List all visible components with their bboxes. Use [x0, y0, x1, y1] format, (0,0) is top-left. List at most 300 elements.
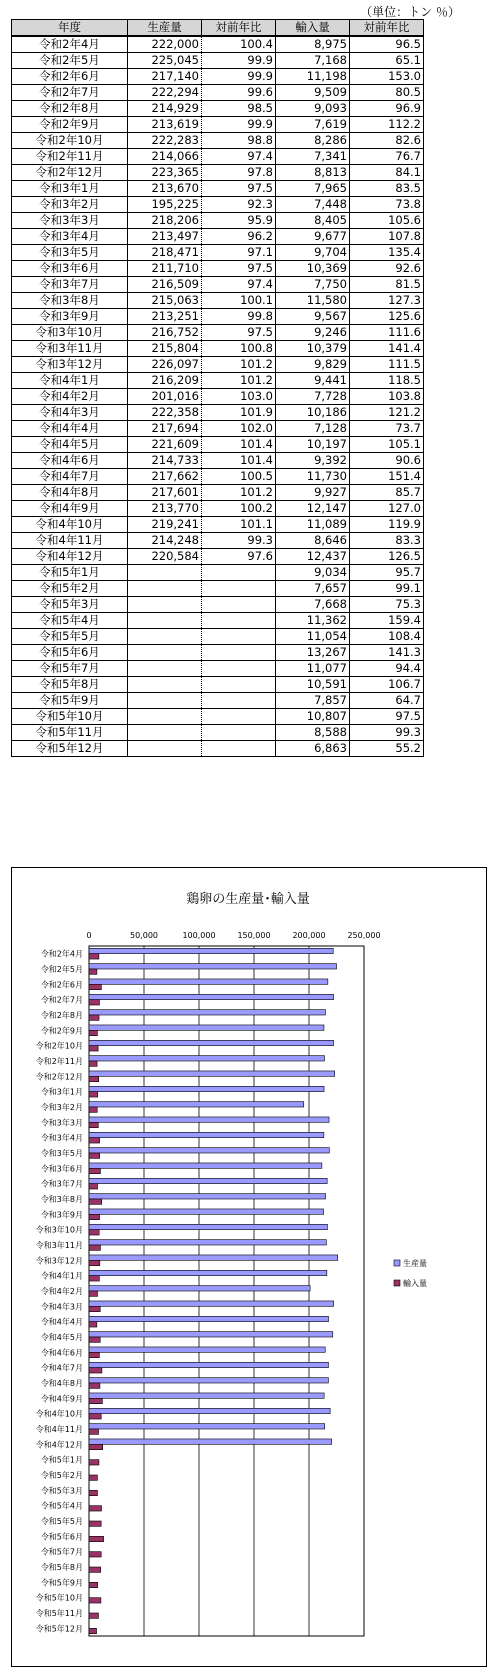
bar-production	[89, 1362, 328, 1367]
cell-year: 令和4年4月	[12, 421, 128, 437]
y-category-label: 令和5年8月	[40, 1563, 83, 1572]
bar-import	[89, 984, 101, 989]
bar-import	[89, 1030, 97, 1035]
cell-import-yoy: 125.6	[350, 309, 424, 325]
bar-import	[89, 1168, 100, 1173]
table-row	[12, 501, 424, 517]
cell-import: 8,813	[276, 165, 350, 181]
data-table	[11, 19, 424, 757]
bar-import	[89, 1475, 97, 1480]
y-category-label: 令和4年3月	[40, 1302, 83, 1312]
cell-import: 7,128	[276, 421, 350, 437]
cell-production-yoy: 100.2	[202, 501, 276, 517]
cell-import-yoy: 105.1	[350, 437, 424, 453]
cell-import-yoy: 73.7	[350, 421, 424, 437]
cell-import: 11,077	[276, 661, 350, 677]
cell-production	[128, 629, 202, 645]
bar-production	[89, 1117, 329, 1122]
y-category-label: 令和3年6月	[40, 1164, 83, 1174]
y-category-label: 令和4年4月	[40, 1317, 83, 1327]
cell-year: 令和5年12月	[12, 741, 128, 757]
table-row	[12, 469, 424, 485]
y-category-label: 令和3年4月	[40, 1133, 83, 1143]
y-category-label: 令和4年2月	[40, 1287, 83, 1296]
cell-import: 9,829	[276, 357, 350, 373]
table-row	[12, 245, 424, 261]
bar-import	[89, 1046, 98, 1051]
table-row	[12, 581, 424, 597]
cell-year: 令和3年7月	[12, 277, 128, 293]
cell-year: 令和5年10月	[12, 709, 128, 725]
bar-import	[89, 1153, 100, 1158]
cell-production-yoy: 97.1	[202, 245, 276, 261]
cell-import-yoy: 111.6	[350, 325, 424, 341]
cell-import: 10,807	[276, 709, 350, 725]
cell-production-yoy: 101.4	[202, 437, 276, 453]
cell-year: 令和2年5月	[12, 53, 128, 69]
y-category-label: 令和2年4月	[40, 949, 83, 959]
cell-production: 216,509	[128, 277, 202, 293]
cell-import: 8,646	[276, 533, 350, 549]
cell-production: 222,294	[128, 85, 202, 101]
y-category-label: 令和4年1月	[40, 1271, 83, 1281]
cell-import: 7,728	[276, 389, 350, 405]
y-category-label: 令和5年4月	[40, 1501, 83, 1511]
cell-production: 222,358	[128, 405, 202, 421]
chart-title: 鶏卵の生産量･輸入量	[186, 892, 310, 907]
cell-production: 214,733	[128, 453, 202, 469]
table-row	[12, 741, 424, 757]
cell-import: 7,341	[276, 149, 350, 165]
cell-import: 11,362	[276, 613, 350, 629]
table-row	[12, 645, 424, 661]
table-row	[12, 149, 424, 165]
table-row	[12, 693, 424, 709]
bar-production	[89, 1240, 326, 1245]
bar-production	[89, 979, 328, 984]
table-body	[12, 36, 424, 757]
y-category-label: 令和4年10月	[35, 1409, 83, 1419]
x-tick-label: 200,000	[292, 931, 326, 940]
table-row	[12, 261, 424, 277]
y-category-label: 令和3年1月	[40, 1087, 83, 1097]
y-category-label: 令和2年12月	[35, 1072, 83, 1082]
cell-production-yoy: 99.9	[202, 69, 276, 85]
cell-import: 7,168	[276, 53, 350, 69]
cell-import-yoy: 159.4	[350, 613, 424, 629]
header-production: 生産量	[128, 20, 202, 37]
cell-production-yoy	[202, 565, 276, 581]
cell-production	[128, 693, 202, 709]
cell-import-yoy: 111.5	[350, 357, 424, 373]
cell-import-yoy: 85.7	[350, 485, 424, 501]
table-row	[12, 549, 424, 565]
cell-import-yoy: 108.4	[350, 629, 424, 645]
cell-year: 令和4年2月	[12, 389, 128, 405]
bar-import	[89, 1521, 101, 1526]
cell-production-yoy: 99.9	[202, 117, 276, 133]
y-category-label: 令和3年9月	[40, 1210, 83, 1220]
cell-import: 12,437	[276, 549, 350, 565]
cell-year: 令和4年3月	[12, 405, 128, 421]
bar-import	[89, 1245, 100, 1250]
cell-production-yoy: 100.8	[202, 341, 276, 357]
cell-production: 218,471	[128, 245, 202, 261]
y-category-label: 令和2年6月	[40, 980, 83, 990]
table-row	[12, 405, 424, 421]
cell-production	[128, 581, 202, 597]
cell-production-yoy: 101.4	[202, 453, 276, 469]
cell-production-yoy: 99.9	[202, 53, 276, 69]
bar-production	[89, 1270, 327, 1275]
table-row	[12, 357, 424, 373]
table-row	[12, 181, 424, 197]
cell-import-yoy: 118.5	[350, 373, 424, 389]
cell-production-yoy: 99.8	[202, 309, 276, 325]
cell-import: 8,286	[276, 133, 350, 149]
cell-import-yoy: 107.8	[350, 229, 424, 245]
cell-import: 8,405	[276, 213, 350, 229]
table-row	[12, 389, 424, 405]
x-tick-label: 150,000	[237, 931, 271, 940]
cell-production	[128, 725, 202, 741]
cell-production-yoy: 97.4	[202, 149, 276, 165]
cell-import-yoy: 112.2	[350, 117, 424, 133]
bar-import	[89, 1122, 98, 1127]
cell-import: 10,369	[276, 261, 350, 277]
cell-production: 195,225	[128, 197, 202, 213]
cell-import: 7,750	[276, 277, 350, 293]
x-tick-label: 100,000	[182, 931, 216, 940]
header-import-yoy: 対前年比	[350, 20, 424, 37]
cell-year: 令和3年12月	[12, 357, 128, 373]
y-category-label: 令和4年9月	[40, 1394, 83, 1404]
cell-production	[128, 661, 202, 677]
y-category-label: 令和4年12月	[35, 1440, 83, 1450]
cell-import-yoy: 95.7	[350, 565, 424, 581]
cell-import: 10,197	[276, 437, 350, 453]
y-category-label: 令和3年10月	[35, 1225, 83, 1235]
cell-year: 令和2年11月	[12, 149, 128, 165]
bar-production	[89, 1086, 324, 1091]
table-row	[12, 373, 424, 389]
bar-import	[89, 1506, 101, 1511]
cell-year: 令和5年3月	[12, 597, 128, 613]
cell-production-yoy	[202, 661, 276, 677]
y-category-label: 令和5年12月	[35, 1624, 83, 1634]
y-category-label: 令和2年9月	[40, 1026, 83, 1036]
y-category-label: 令和4年11月	[35, 1425, 83, 1434]
table-row	[12, 629, 424, 645]
cell-import-yoy: 105.6	[350, 213, 424, 229]
table-row	[12, 341, 424, 357]
bar-import	[89, 1460, 99, 1465]
cell-import: 8,588	[276, 725, 350, 741]
cell-import: 9,093	[276, 101, 350, 117]
cell-import-yoy: 127.0	[350, 501, 424, 517]
cell-import: 9,034	[276, 565, 350, 581]
bar-production	[89, 1439, 332, 1444]
cell-import-yoy: 121.2	[350, 405, 424, 421]
cell-production-yoy: 102.0	[202, 421, 276, 437]
x-tick-label: 250,000	[347, 931, 381, 940]
table-header-row	[12, 20, 424, 37]
bar-production	[89, 1010, 325, 1015]
table-row	[12, 197, 424, 213]
table-row	[12, 597, 424, 613]
cell-production-yoy: 97.5	[202, 261, 276, 277]
cell-year: 令和4年10月	[12, 517, 128, 533]
cell-production-yoy	[202, 597, 276, 613]
bar-production	[89, 1393, 324, 1398]
table-row	[12, 69, 424, 85]
cell-production-yoy	[202, 677, 276, 693]
cell-year: 令和3年5月	[12, 245, 128, 261]
cell-production-yoy: 99.3	[202, 533, 276, 549]
cell-year: 令和4年5月	[12, 437, 128, 453]
bar-import	[89, 1092, 98, 1097]
bar-chart	[12, 868, 486, 1666]
cell-year: 令和4年12月	[12, 549, 128, 565]
cell-year: 令和3年2月	[12, 197, 128, 213]
y-category-label: 令和4年5月	[40, 1333, 83, 1342]
cell-production	[128, 597, 202, 613]
cell-production: 225,045	[128, 53, 202, 69]
cell-import: 7,657	[276, 581, 350, 597]
bar-import	[89, 1352, 99, 1357]
table-row	[12, 565, 424, 581]
cell-production-yoy	[202, 581, 276, 597]
y-category-label: 令和3年7月	[40, 1179, 83, 1189]
bar-import	[89, 1306, 100, 1311]
cell-production-yoy: 98.5	[202, 101, 276, 117]
bar-import	[89, 1000, 99, 1005]
cell-import: 10,591	[276, 677, 350, 693]
cell-year: 令和3年8月	[12, 293, 128, 309]
cell-production: 217,601	[128, 485, 202, 501]
y-category-label: 令和2年5月	[40, 965, 83, 974]
cell-year: 令和5年4月	[12, 613, 128, 629]
bar-import	[89, 1582, 98, 1587]
cell-import: 10,379	[276, 341, 350, 357]
cell-production-yoy: 97.4	[202, 277, 276, 293]
y-category-label: 令和3年8月	[40, 1195, 83, 1204]
cell-production-yoy	[202, 725, 276, 741]
y-category-label: 令和4年7月	[40, 1363, 83, 1373]
bar-production	[89, 1378, 328, 1383]
y-category-label: 令和5年5月	[40, 1517, 83, 1526]
cell-import-yoy: 127.3	[350, 293, 424, 309]
cell-production: 215,804	[128, 341, 202, 357]
cell-production: 216,209	[128, 373, 202, 389]
cell-year: 令和3年11月	[12, 341, 128, 357]
cell-production-yoy: 97.5	[202, 181, 276, 197]
bar-production	[89, 1408, 330, 1413]
cell-production: 217,694	[128, 421, 202, 437]
bar-import	[89, 1276, 99, 1281]
table-row	[12, 677, 424, 693]
cell-year: 令和2年7月	[12, 85, 128, 101]
cell-production: 217,140	[128, 69, 202, 85]
table-row	[12, 101, 424, 117]
bar-import	[89, 1337, 100, 1342]
y-category-label: 令和3年11月	[35, 1241, 83, 1250]
bar-production	[89, 1209, 324, 1214]
cell-year: 令和5年1月	[12, 565, 128, 581]
header-production-yoy: 対前年比	[202, 20, 276, 37]
table-row	[12, 53, 424, 69]
cell-year: 令和5年9月	[12, 693, 128, 709]
table-row	[12, 85, 424, 101]
cell-year: 令和3年9月	[12, 309, 128, 325]
cell-production-yoy	[202, 709, 276, 725]
cell-production	[128, 645, 202, 661]
cell-import-yoy: 90.6	[350, 453, 424, 469]
legend-swatch	[394, 1260, 400, 1266]
cell-import-yoy: 126.5	[350, 549, 424, 565]
cell-import-yoy: 135.4	[350, 245, 424, 261]
cell-year: 令和3年10月	[12, 325, 128, 341]
bar-production	[89, 1132, 324, 1137]
x-tick-label: 0	[86, 931, 92, 940]
cell-import: 10,186	[276, 405, 350, 421]
y-category-label: 令和3年3月	[40, 1118, 83, 1128]
bar-import	[89, 954, 99, 959]
y-category-label: 令和5年6月	[40, 1532, 83, 1542]
cell-import-yoy: 83.5	[350, 181, 424, 197]
bar-import	[89, 1138, 100, 1143]
bar-production	[89, 1332, 333, 1337]
cell-production-yoy: 97.6	[202, 549, 276, 565]
cell-import-yoy: 141.3	[350, 645, 424, 661]
bar-production	[89, 994, 334, 999]
cell-production-yoy: 92.3	[202, 197, 276, 213]
bar-import	[89, 1490, 97, 1495]
bar-import	[89, 1536, 104, 1541]
cell-import-yoy: 55.2	[350, 741, 424, 757]
y-category-label: 令和5年3月	[40, 1486, 83, 1496]
cell-production: 214,066	[128, 149, 202, 165]
bar-production	[89, 1025, 324, 1030]
cell-year: 令和5年7月	[12, 661, 128, 677]
cell-import: 11,089	[276, 517, 350, 533]
bar-production	[89, 1424, 325, 1429]
bar-import	[89, 1598, 101, 1603]
cell-production	[128, 613, 202, 629]
bar-import	[89, 1567, 101, 1572]
cell-production: 216,752	[128, 325, 202, 341]
cell-year: 令和4年6月	[12, 453, 128, 469]
cell-import: 11,580	[276, 293, 350, 309]
bar-production	[89, 1301, 334, 1306]
bar-import	[89, 1107, 97, 1112]
cell-import-yoy: 92.6	[350, 261, 424, 277]
bar-production	[89, 1071, 335, 1076]
cell-production-yoy: 103.0	[202, 389, 276, 405]
cell-production	[128, 677, 202, 693]
table-row	[12, 36, 424, 53]
cell-production-yoy: 98.8	[202, 133, 276, 149]
table-row	[12, 277, 424, 293]
bar-production	[89, 1163, 322, 1168]
cell-import: 9,704	[276, 245, 350, 261]
cell-production-yoy	[202, 693, 276, 709]
cell-production: 201,016	[128, 389, 202, 405]
cell-year: 令和2年4月	[12, 36, 128, 53]
cell-production-yoy	[202, 741, 276, 757]
table-row	[12, 213, 424, 229]
bar-production	[89, 1056, 324, 1061]
cell-production-yoy: 95.9	[202, 213, 276, 229]
bar-production	[89, 964, 337, 969]
table-row	[12, 309, 424, 325]
cell-import-yoy: 76.7	[350, 149, 424, 165]
cell-production	[128, 709, 202, 725]
bar-import	[89, 1260, 100, 1265]
table-row	[12, 613, 424, 629]
legend-swatch	[394, 1280, 400, 1286]
cell-year: 令和3年1月	[12, 181, 128, 197]
table-row	[12, 165, 424, 181]
cell-production: 214,248	[128, 533, 202, 549]
table-row	[12, 325, 424, 341]
bar-import	[89, 1414, 101, 1419]
table-row	[12, 117, 424, 133]
cell-import: 6,863	[276, 741, 350, 757]
cell-import-yoy: 64.7	[350, 693, 424, 709]
bar-import	[89, 1230, 99, 1235]
table-row	[12, 709, 424, 725]
cell-import: 7,668	[276, 597, 350, 613]
cell-import: 7,448	[276, 197, 350, 213]
bar-import	[89, 1076, 99, 1081]
y-category-label: 令和5年1月	[40, 1455, 83, 1465]
cell-year: 令和5年5月	[12, 629, 128, 645]
cell-year: 令和4年9月	[12, 501, 128, 517]
cell-year: 令和5年8月	[12, 677, 128, 693]
cell-import-yoy: 106.7	[350, 677, 424, 693]
cell-production: 211,710	[128, 261, 202, 277]
bar-import	[89, 1628, 97, 1633]
y-category-label: 令和5年10月	[35, 1593, 83, 1603]
unit-label: （単位：トン ％）	[360, 5, 460, 19]
cell-production: 215,063	[128, 293, 202, 309]
cell-import-yoy: 94.4	[350, 661, 424, 677]
y-category-label: 令和5年2月	[40, 1471, 83, 1480]
bar-import	[89, 1199, 102, 1204]
cell-import: 9,567	[276, 309, 350, 325]
cell-import-yoy: 119.9	[350, 517, 424, 533]
cell-import: 11,730	[276, 469, 350, 485]
bar-import	[89, 1613, 98, 1618]
bar-import	[89, 1015, 99, 1020]
table-row	[12, 421, 424, 437]
cell-production-yoy	[202, 629, 276, 645]
cell-production: 223,365	[128, 165, 202, 181]
table-row	[12, 517, 424, 533]
cell-production: 213,251	[128, 309, 202, 325]
bar-import	[89, 1322, 97, 1327]
bar-import	[89, 1429, 99, 1434]
table-row	[12, 133, 424, 149]
cell-import: 12,147	[276, 501, 350, 517]
cell-production	[128, 741, 202, 757]
cell-import-yoy: 83.3	[350, 533, 424, 549]
bar-production	[89, 1347, 325, 1352]
cell-import: 9,392	[276, 453, 350, 469]
cell-production-yoy: 101.2	[202, 485, 276, 501]
cell-import-yoy: 99.3	[350, 725, 424, 741]
